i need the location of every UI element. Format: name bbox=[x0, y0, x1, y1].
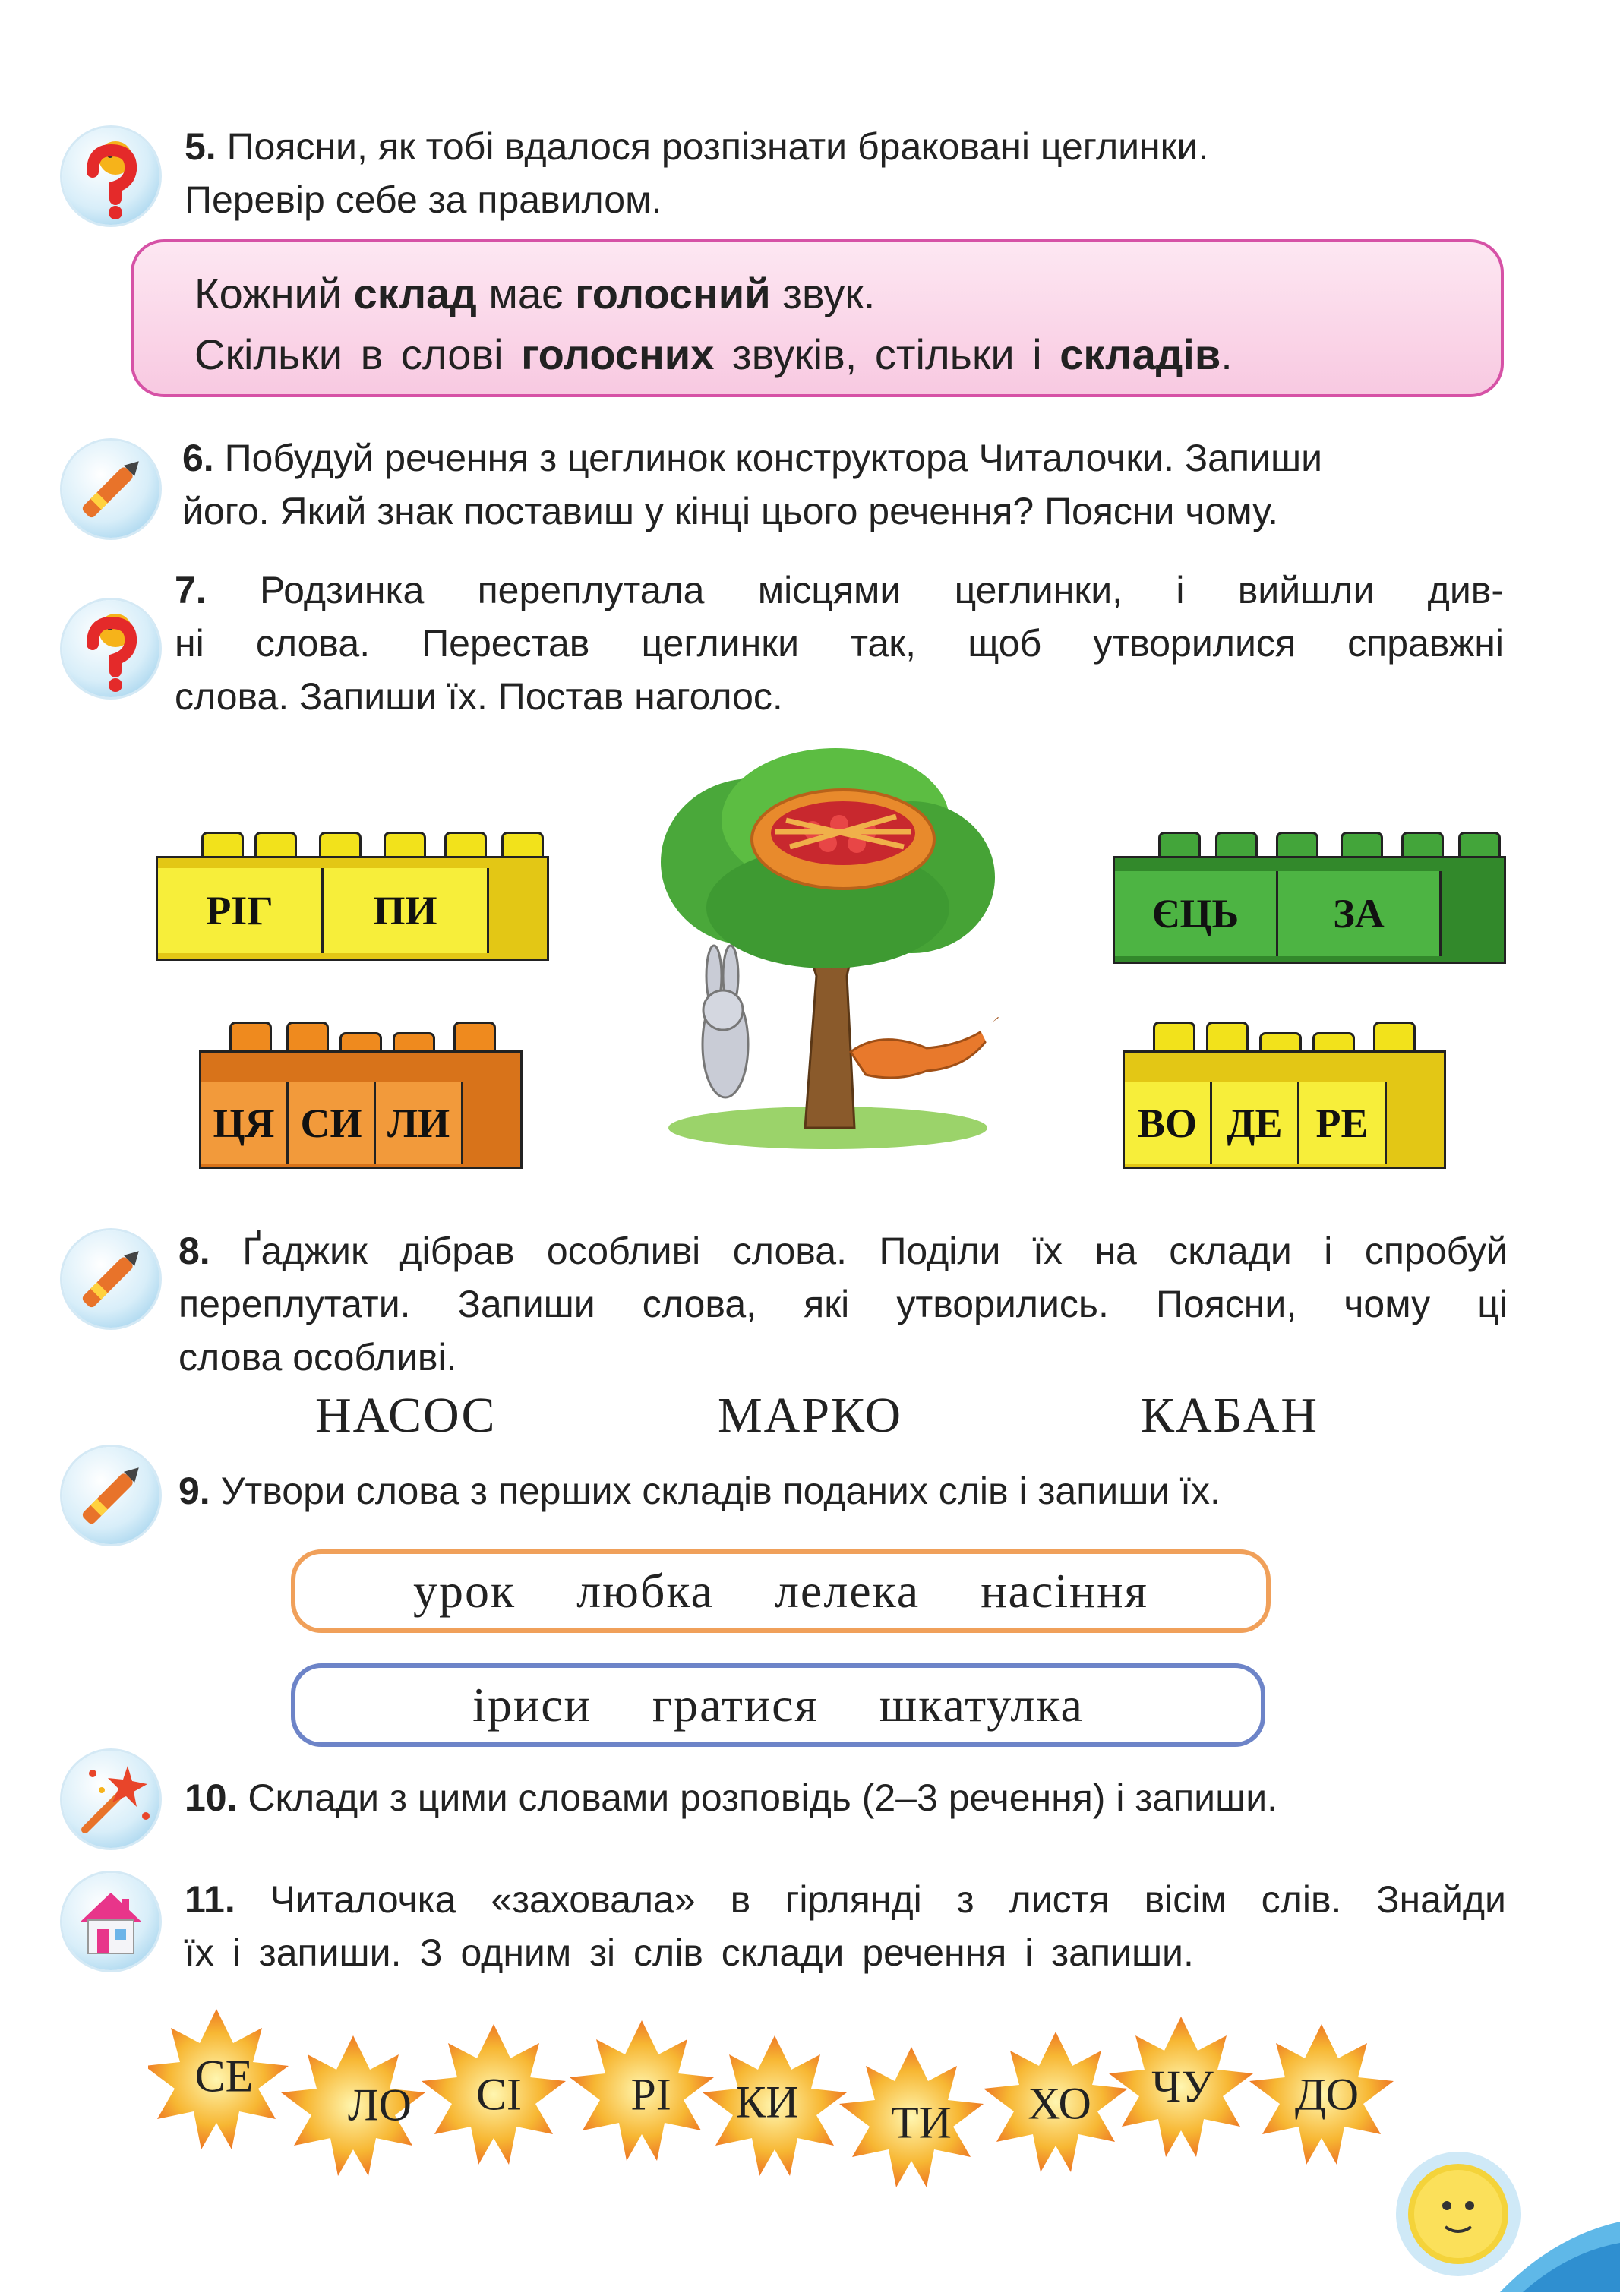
house-icon bbox=[62, 1873, 159, 1970]
rule-text: Скільки в слові bbox=[194, 330, 522, 378]
brick-syllable: ВО bbox=[1125, 1082, 1212, 1164]
task-text: Утвори слова з перших складів поданих слів і запиши їх. bbox=[220, 1470, 1221, 1512]
pen-icon bbox=[62, 1230, 159, 1328]
rule-bold: склад bbox=[353, 270, 477, 317]
task-5 bbox=[185, 120, 1506, 226]
rule-line-1 bbox=[194, 264, 1466, 324]
brick-syllable: ЛИ bbox=[376, 1082, 463, 1164]
magic-wand-icon bbox=[62, 1751, 159, 1848]
question-icon bbox=[62, 600, 159, 697]
brick-syllable: ДЕ bbox=[1212, 1082, 1299, 1164]
tree-illustration bbox=[653, 748, 1003, 1151]
question-icon bbox=[62, 128, 159, 225]
word: іриси bbox=[472, 1678, 592, 1732]
rule-bold: голосний bbox=[575, 270, 771, 317]
garland-syllable: ТИ bbox=[891, 2097, 952, 2148]
word-box-2 bbox=[291, 1663, 1265, 1747]
task-11 bbox=[185, 1873, 1506, 1979]
task-text: ні слова. Перестав цеглинки так, щоб утворилися справжні bbox=[175, 622, 1504, 665]
garland-syllable: ЛО bbox=[347, 2080, 412, 2130]
garland-syllable: ДО bbox=[1294, 2069, 1359, 2120]
word: лелека bbox=[774, 1564, 921, 1618]
word: шкатулка bbox=[879, 1678, 1084, 1732]
task-10 bbox=[185, 1771, 1514, 1824]
pen-icon bbox=[62, 441, 159, 538]
task-number: 6. bbox=[182, 437, 214, 479]
rule-text: звук. bbox=[770, 270, 876, 317]
garland-syllable: ЧУ bbox=[1151, 2061, 1214, 2112]
rule-text: Кожний bbox=[194, 270, 354, 317]
rule-box bbox=[131, 239, 1504, 397]
garland-syllable: СІ bbox=[476, 2069, 522, 2120]
task-text: Поясни, як тобі вдалося розпізнати браковані цеглинки. bbox=[226, 125, 1209, 168]
leaf-garland bbox=[148, 1998, 1424, 2210]
special-word: МАРКО bbox=[718, 1388, 903, 1443]
rule-line-2 bbox=[194, 324, 1466, 385]
word-box-1 bbox=[291, 1549, 1271, 1633]
brick-green bbox=[1113, 832, 1508, 961]
task-number: 8. bbox=[178, 1230, 210, 1272]
brick-syllable: СИ bbox=[289, 1082, 376, 1164]
task-text: його. Який знак поставиш у кінці цього речення? Поясни чому. bbox=[182, 490, 1279, 532]
special-word: КАБАН bbox=[1141, 1388, 1319, 1443]
word: гратися bbox=[652, 1678, 819, 1732]
garland-syllable: СЕ bbox=[194, 2051, 254, 2102]
brick-syllable: ПИ bbox=[324, 868, 489, 953]
brick-syllable: РЕ bbox=[1299, 1082, 1387, 1164]
garland-syllable: КИ bbox=[735, 2077, 799, 2127]
task-text: Побудуй речення з цеглинок конструктора Читалочки. Запиши bbox=[224, 437, 1322, 479]
task-9 bbox=[178, 1464, 1508, 1518]
brick-orange bbox=[199, 1022, 526, 1173]
corner-swoosh bbox=[1500, 2206, 1620, 2292]
rule-text: має bbox=[476, 270, 576, 317]
task-number: 7. bbox=[175, 569, 207, 611]
task-text: Ґаджик дібрав особливі слова. Поділи їх на склади і спробуй bbox=[242, 1230, 1508, 1272]
task-text: слова особливі. bbox=[178, 1336, 457, 1379]
word: любка bbox=[576, 1564, 714, 1618]
brick-yellow-top bbox=[156, 832, 551, 961]
pen-icon bbox=[62, 1447, 159, 1544]
task-number: 9. bbox=[178, 1470, 210, 1512]
garland-syllable: ХО bbox=[1028, 2078, 1091, 2129]
task-text: переплутати. Запиши слова, які утворились. Поясни, чому ці bbox=[178, 1283, 1508, 1325]
rule-text: звуків, стільки і bbox=[714, 330, 1060, 378]
word: насіння bbox=[981, 1564, 1148, 1618]
word: урок bbox=[413, 1564, 516, 1618]
task-text: слова. Запиши їх. Постав наголос. bbox=[175, 675, 783, 718]
rule-bold: голосних bbox=[521, 330, 715, 378]
task-text: Родзинка переплутала місцями цеглинки, і вийшли див- bbox=[260, 569, 1504, 611]
task-number: 11. bbox=[185, 1878, 235, 1921]
task-text: Читалочка «заховала» в гірлянді з листя вісім слів. Знайди bbox=[270, 1878, 1506, 1921]
rule-text: . bbox=[1221, 330, 1233, 378]
task-number: 5. bbox=[185, 125, 216, 168]
brick-syllable: ЗА bbox=[1278, 871, 1442, 956]
brick-syllable: ЦЯ bbox=[201, 1082, 289, 1164]
brick-syllable: ЄЦЬ bbox=[1115, 871, 1278, 956]
rule-bold: складів bbox=[1059, 330, 1221, 378]
special-word: НАСОС bbox=[315, 1388, 497, 1443]
task-number: 10. bbox=[185, 1776, 238, 1819]
brick-yellow-bottom bbox=[1123, 1022, 1449, 1173]
task-text: Склади з цими словами розповідь (2–3 речення) і запиши. bbox=[248, 1776, 1278, 1819]
task-7 bbox=[175, 564, 1504, 723]
task-6 bbox=[182, 431, 1508, 538]
garland-syllable: РІ bbox=[630, 2069, 671, 2120]
task-8 bbox=[178, 1224, 1508, 1384]
task-text: Перевір себе за правилом. bbox=[185, 178, 662, 221]
brick-syllable: РІГ bbox=[158, 868, 324, 953]
task-text: їх і запиши. З одним зі слів склади речення і запиши. bbox=[185, 1931, 1194, 1974]
